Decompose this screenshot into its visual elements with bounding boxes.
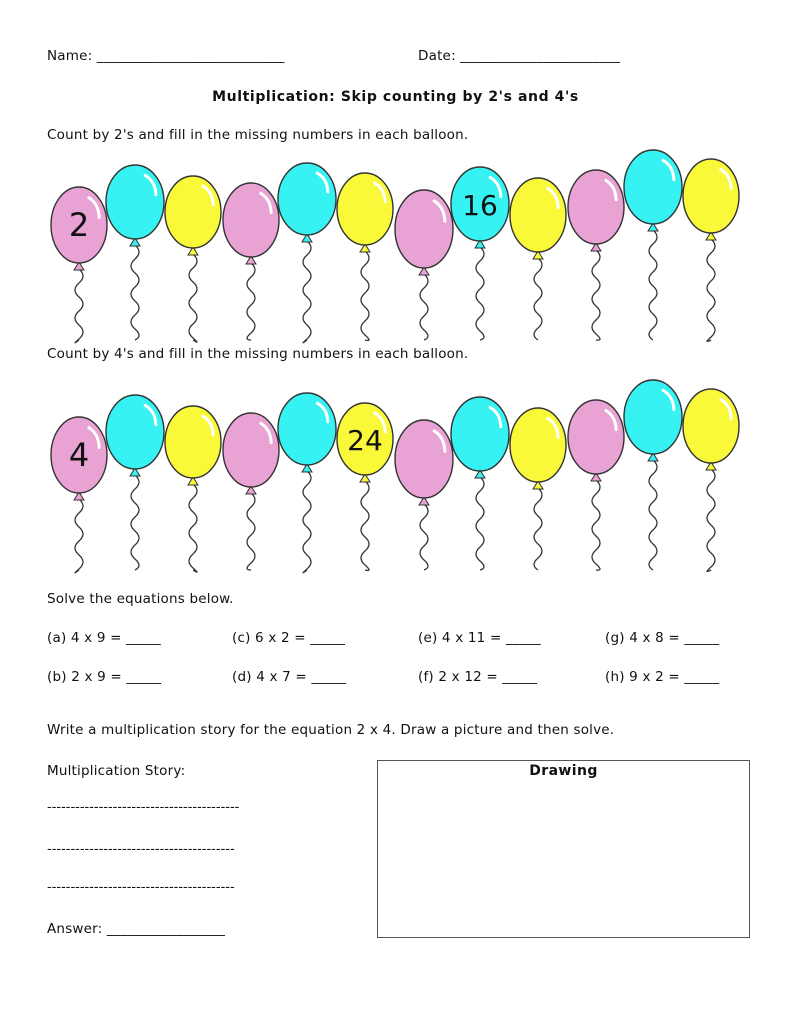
balloon-string: [131, 475, 139, 570]
balloon-number: 24: [347, 424, 383, 457]
balloon-number: 2: [68, 206, 90, 244]
balloon-string: [649, 460, 657, 570]
balloon-body: [395, 420, 453, 498]
balloon-string: [592, 250, 600, 340]
balloon-string: [189, 484, 197, 572]
balloon-string: [303, 241, 311, 343]
balloon-body: [510, 408, 566, 482]
balloon-string: [476, 247, 484, 340]
equation-a[interactable]: (a) 4 x 9 = _____: [47, 630, 161, 646]
balloon-string: [247, 493, 255, 570]
twos-balloon-9[interactable]: [510, 178, 566, 340]
fours-balloon-2[interactable]: [106, 395, 164, 570]
twos-balloon-12[interactable]: [683, 159, 739, 341]
balloon-body: [223, 183, 279, 257]
balloon-body: [278, 393, 336, 465]
balloon-string: [75, 269, 83, 343]
equations-instruction: Solve the equations below.: [47, 591, 234, 607]
section2-instruction: Count by 4's and fill in the missing numbers in each balloon.: [47, 346, 469, 362]
fours-balloon-4[interactable]: [223, 413, 279, 570]
fours-balloon-3[interactable]: [165, 406, 221, 572]
fours-balloon-10[interactable]: [568, 400, 624, 570]
twos-balloon-5[interactable]: [278, 163, 336, 343]
balloon-string: [361, 481, 369, 570]
fours-balloon-5[interactable]: [278, 393, 336, 573]
story-line-2[interactable]: ----------------------------------------: [47, 842, 235, 857]
balloon-body: [337, 173, 393, 245]
balloon-string: [592, 480, 600, 570]
twos-balloon-7[interactable]: [395, 190, 453, 340]
balloon-row-twos: [40, 145, 750, 345]
balloon-body: [510, 178, 566, 252]
balloon-row-fours: [40, 375, 750, 575]
name-field[interactable]: Name: ___________________________: [47, 48, 285, 64]
equation-h[interactable]: (h) 9 x 2 = _____: [605, 669, 720, 685]
balloon-body: [278, 163, 336, 235]
answer-field[interactable]: Answer: _________________: [47, 921, 226, 937]
equation-e[interactable]: (e) 4 x 11 = _____: [418, 630, 541, 646]
equation-c[interactable]: (c) 6 x 2 = _____: [232, 630, 346, 646]
story-instruction: Write a multiplication story for the equation 2 x 4. Draw a picture and then solve.: [47, 722, 615, 738]
twos-balloon-6[interactable]: [337, 173, 393, 340]
balloon-number: 4: [68, 436, 90, 474]
story-line-1[interactable]: -----------------------------------------: [47, 800, 240, 815]
balloon-string: [131, 245, 139, 340]
balloon-string: [303, 471, 311, 573]
balloon-body: [568, 400, 624, 474]
twos-balloon-1[interactable]: [51, 187, 107, 343]
balloon-body: [106, 165, 164, 239]
balloon-string: [534, 258, 542, 340]
balloon-string: [649, 230, 657, 340]
balloon-string: [420, 504, 428, 570]
balloon-body: [395, 190, 453, 268]
date-field[interactable]: Date: _______________________: [418, 48, 621, 64]
equation-d[interactable]: (d) 4 x 7 = _____: [232, 669, 347, 685]
balloon-row-twos-graphic: [40, 145, 750, 345]
story-label: Multiplication Story:: [47, 763, 186, 779]
fours-balloon-9[interactable]: [510, 408, 566, 570]
balloon-string: [476, 477, 484, 570]
twos-balloon-10[interactable]: [568, 170, 624, 340]
fours-balloon-6[interactable]: [337, 403, 393, 570]
balloon-string: [247, 263, 255, 340]
balloon-string: [420, 274, 428, 340]
balloon-number: 16: [462, 189, 498, 222]
balloon-string: [75, 499, 83, 573]
equation-f[interactable]: (f) 2 x 12 = _____: [418, 669, 538, 685]
twos-balloon-4[interactable]: [223, 183, 279, 340]
fours-balloon-12[interactable]: [683, 389, 739, 571]
drawing-label: Drawing: [529, 763, 598, 779]
balloon-body: [624, 380, 682, 454]
balloon-body: [568, 170, 624, 244]
worksheet-title: Multiplication: Skip counting by 2's and 4's: [212, 89, 579, 105]
section1-instruction: Count by 2's and fill in the missing numbers in each balloon.: [47, 127, 469, 143]
equation-g[interactable]: (g) 4 x 8 = _____: [605, 630, 720, 646]
twos-balloon-3[interactable]: [165, 176, 221, 342]
story-line-3[interactable]: ----------------------------------------: [47, 880, 235, 895]
twos-balloon-11[interactable]: [624, 150, 682, 340]
balloon-string: [361, 251, 369, 340]
fours-balloon-8[interactable]: [451, 397, 509, 570]
twos-balloon-8[interactable]: [451, 167, 509, 340]
balloon-body: [165, 176, 221, 248]
fours-balloon-7[interactable]: [395, 420, 453, 570]
balloon-body: [683, 159, 739, 233]
balloon-body: [165, 406, 221, 478]
drawing-box[interactable]: [377, 760, 750, 938]
twos-balloon-2[interactable]: [106, 165, 164, 340]
balloon-string: [534, 488, 542, 570]
balloon-body: [683, 389, 739, 463]
fours-balloon-11[interactable]: [624, 380, 682, 570]
balloon-body: [223, 413, 279, 487]
balloon-row-fours-graphic: [40, 375, 750, 575]
balloon-body: [624, 150, 682, 224]
balloon-body: [451, 397, 509, 471]
fours-balloon-1[interactable]: [51, 417, 107, 573]
balloon-string: [707, 469, 715, 571]
balloon-string: [707, 239, 715, 341]
equation-b[interactable]: (b) 2 x 9 = _____: [47, 669, 162, 685]
balloon-string: [189, 254, 197, 342]
balloon-body: [106, 395, 164, 469]
